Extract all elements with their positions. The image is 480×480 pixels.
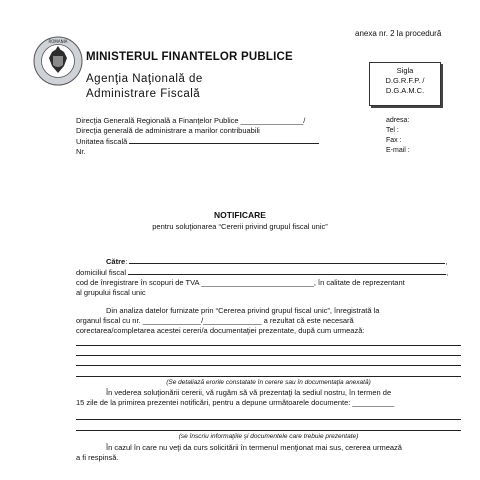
documents-line-2[interactable] (76, 430, 461, 431)
errors-line-3[interactable] (76, 365, 461, 366)
address-block (386, 116, 410, 156)
solution-line2: 15 zile de la primirea prezentei notificări, pentru a depune următoarele documente: __________ (76, 398, 395, 407)
documents-note: (se înscriu informaţiile şi documentele care trebuie prezentate) (178, 433, 359, 440)
fax-label: Fax : (386, 137, 402, 144)
recipient-name-field[interactable] (129, 256, 445, 264)
domicile-line: domiciliul fiscal , (76, 268, 449, 277)
errors-line-1[interactable] (76, 345, 461, 346)
domicile-label: domiciliul fiscal (76, 268, 127, 277)
number-label: Nr. (76, 147, 86, 156)
solution-paragraph (76, 388, 461, 408)
errors-line-2[interactable] (76, 355, 461, 356)
fiscal-unit-label: Unitatea fiscală (76, 137, 128, 146)
recipient-block (76, 256, 461, 298)
errors-line-4[interactable] (76, 376, 461, 377)
analysis-line2: organul fiscal cu nr. ______________/______________ a rezultat că este necesară (76, 316, 354, 325)
svg-text:ROMANIA: ROMANIA (48, 39, 68, 44)
closing-line2: a fi respinsă. (76, 453, 119, 462)
email-label: E-mail : (386, 147, 410, 154)
sigla-line1: D.G.R.F.P. / (385, 76, 425, 85)
fiscal-group-line: al grupului fiscal unic (76, 288, 146, 297)
recipient-line: Către: , (106, 257, 448, 266)
recipient-label: Către (106, 257, 126, 266)
fiscal-unit-line (76, 136, 319, 147)
vat-code-line: cod de înregistrare în scopuri de TVA ___________________________, în calitate de reprezentant (76, 278, 405, 287)
documents-line-1[interactable] (76, 419, 461, 420)
annex-reference: anexa nr. 2 la procedură (355, 29, 442, 38)
closing-paragraph (76, 443, 461, 463)
direction-large-taxpayers: Direcţia generală de administrare a marilor contribuabili (76, 126, 260, 135)
directions-block (76, 116, 319, 157)
fiscal-unit-field[interactable] (129, 136, 319, 144)
ministry-seal-icon (33, 36, 83, 86)
tel-label: Tel : (386, 127, 399, 134)
closing-line1: În cazul în care nu veţi da curs solicitării în termenul menţionat mai sus, cererea urmează (106, 443, 402, 452)
errors-note: (Se detaliază erorile constatate în cerere sau în documentaţia anexată) (166, 379, 371, 386)
analysis-paragraph (76, 306, 461, 336)
agency-name-line1: Agenţia Naţională de (86, 73, 203, 85)
address-label: adresa: (386, 117, 410, 124)
sigla-label: Sigla (396, 66, 414, 75)
notice-subtitle: pentru soluţionarea “Cererii privind grupul fiscal unic” (152, 222, 328, 231)
notice-title: NOTIFICARE (214, 210, 266, 220)
sigla-box (369, 62, 441, 106)
direction-regional: Direcţia Generală Regională a Finanţelor Publice _______________/ (76, 116, 306, 125)
analysis-line3: corectarea/completarea acestei cereri/a documentaţiei prezentate, după cum urmează: (76, 326, 365, 335)
solution-line1: În vederea soluţionării cererii, vă rugăm să vă prezentaţi la sediul nostru, în termen de (106, 388, 392, 397)
agency-name (86, 72, 203, 102)
agency-name-line2: Administrare Fiscală (86, 88, 201, 100)
analysis-line1: Din analiza datelor furnizate prin “Cererea privind grupul fiscal unic”, înregistrată la (106, 306, 380, 315)
sigla-line2: D.G.A.M.C. (385, 86, 425, 95)
domicile-field[interactable] (128, 267, 446, 275)
ministry-name: MINISTERUL FINANTELOR PUBLICE (86, 51, 293, 63)
